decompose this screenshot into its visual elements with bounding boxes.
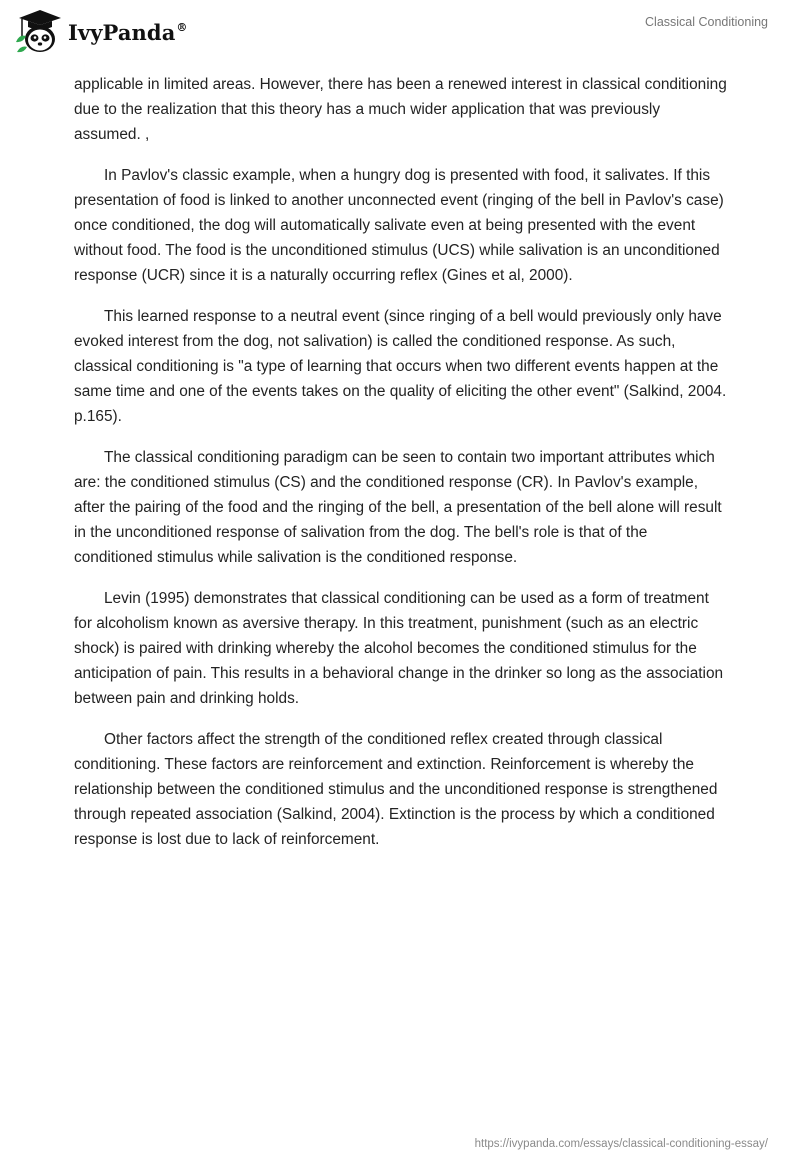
paragraph-5: Levin (1995) demonstrates that classical conditioning can be used as a form of treatment for alcoholism known as aversive therapy. In this treatment, punishment (such as an electric shock) is paired with drinking whereby the alcohol becomes the conditioned stimulus for the anticipation of pain. This results in a behavioral change in the drinker so long as the association between pain and drinking holds. <box>74 590 724 707</box>
paragraph-2: In Pavlov's classic example, when a hungry dog is presented with food, it salivates. If this presentation of food is linked to another unconnected event (ringing of the bell in Pavlov's case) once conditioned, the dog will automatically salivate even at being presented with the event without food. The food is the unconditioned stimulus (UCS) while salivation is an unconditioned response (UCR) since it is a naturally occurring reflex (Gines et al, 2000). <box>74 167 724 284</box>
running-title: Classical Conditioning <box>645 15 768 29</box>
paragraph-4: The classical conditioning paradigm can be seen to contain two important attributes which are: the conditioned stimulus (CS) and the conditioned response (CR). In Pavlov's example, after the pairing of the food and the ringing of the bell, a presentation of the bell alone will result in the unconditioned response of salivation from the dog. The bell's role is that of the conditioned stimulus while salivation is the conditioned response. <box>74 449 722 566</box>
page-header <box>0 0 800 60</box>
paragraph-6: Other factors affect the strength of the conditioned reflex created through classical conditioning. These factors are reinforcement and extinction. Reinforcement is whereby the relationship between the conditioned stimulus and the unconditioned response is strengthened through repeated association (Salkind, 2004). Extinction is the process by which a conditioned response is lost due to lack of reinforcement. <box>74 731 718 848</box>
paragraph-3: This learned response to a neutral event (since ringing of a bell would previously only have evoked interest from the dog, not salivation) is called the conditioned response. As such, classical conditioning is "a type of learning that occurs when two different events happen at the same time and one of the events takes on the quality of eliciting the other event" (Salkind, 2004. p.165). <box>74 308 727 425</box>
panda-graduation-cap-icon <box>14 8 66 54</box>
source-url[interactable]: https://ivypanda.com/essays/classical-conditioning-essay/ <box>474 1138 768 1150</box>
logo-wordmark: IvyPanda® <box>68 19 188 45</box>
registered-mark: ® <box>176 20 188 34</box>
essay-body <box>74 72 728 868</box>
ivypanda-logo[interactable] <box>14 8 188 54</box>
paragraph-1: applicable in limited areas. However, there has been a renewed interest in classical conditioning due to the realization that this theory has a much wider application that was previously assumed. , <box>74 76 727 143</box>
